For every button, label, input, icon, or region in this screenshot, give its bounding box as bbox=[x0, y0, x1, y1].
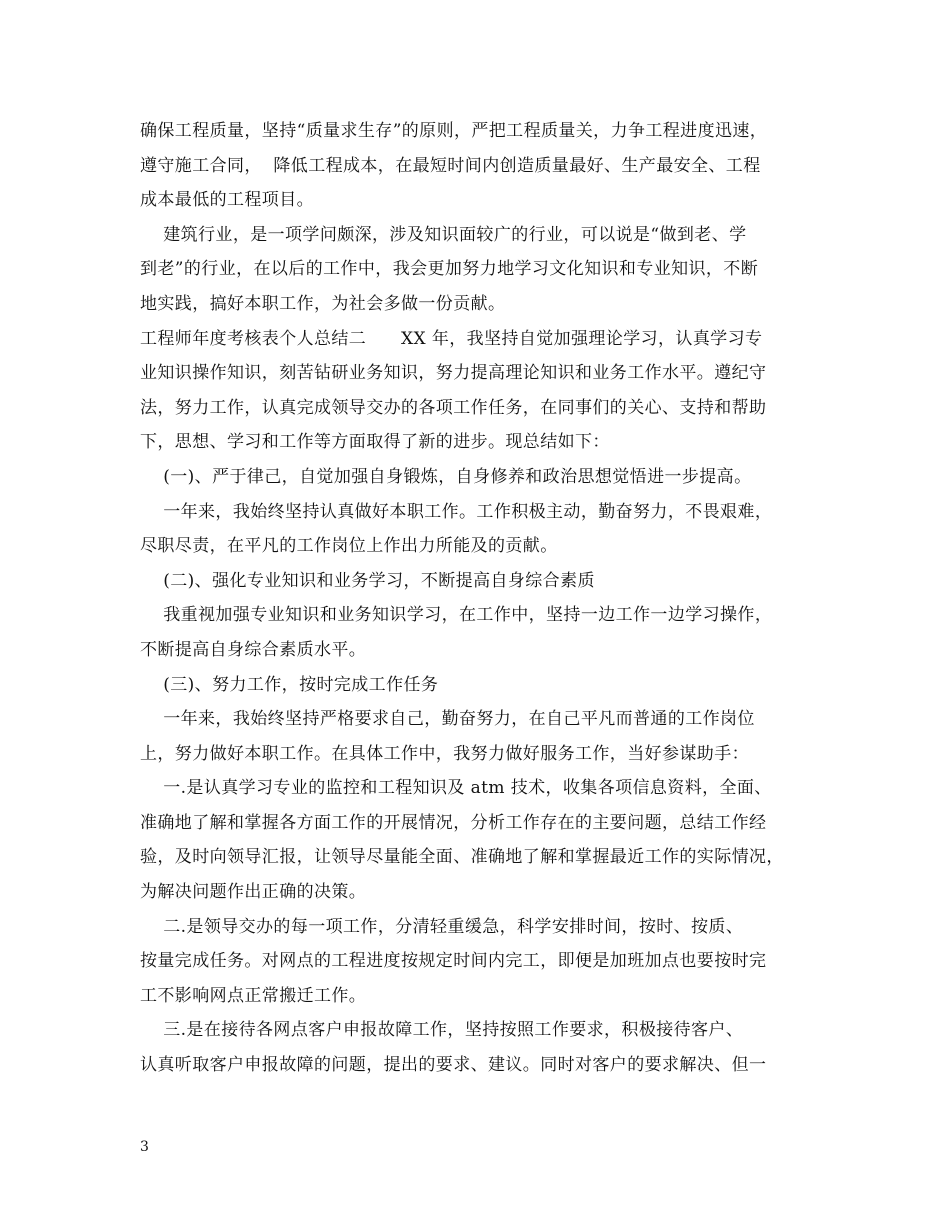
text-line: 确保工程质量，坚持“质量求生存”的原则，严把工程质量关，力争工程进度迅速， bbox=[140, 121, 768, 141]
section-heading-line: 工程师年度考核表个人总结二 XX 年，我坚持自觉加强理论学习，认真学习专 bbox=[140, 328, 763, 349]
text-line: 遵守施工合同， 降低工程成本，在最短时间内创造质量最好、生产最安全、工程 bbox=[140, 155, 761, 176]
text-line: 上，努力做好本职工作。在具体工作中，我努力做好服务工作，当好参谋助手： bbox=[140, 743, 749, 764]
text-line: 按量完成任务。对网点的工程进度按规定时间内完工，即便是加班加点也要按时完 bbox=[140, 951, 767, 972]
body-text bbox=[140, 114, 830, 1083]
text-line: 成本最低的工程项目。 bbox=[140, 190, 314, 211]
text-line: 一年来，我始终坚持认真做好本职工作。工作积极主动，勤奋努力，不畏艰难， bbox=[140, 501, 773, 522]
text-line: 尽职尽责，在平凡的工作岗位上作出力所能及的贡献。 bbox=[140, 536, 558, 557]
text-line: 法，努力工作，认真完成领导交办的各项工作任务，在同事们的关心、支持和帮助 bbox=[140, 397, 767, 418]
text-line: 准确地了解和掌握各方面工作的开展情况，分析工作存在的主要问题，总结工作经 bbox=[140, 812, 767, 833]
page-number: 3 bbox=[140, 1139, 149, 1155]
text-line: 业知识操作知识，刻苦钻研业务知识，努力提高理论知识和业务工作水平。遵纪守 bbox=[140, 363, 767, 384]
text-line: 我重视加强专业知识和业务知识学习，在工作中，坚持一边工作一边学习操作， bbox=[140, 605, 773, 626]
text-line: 建筑行业，是一项学问颇深，涉及知识面较广的行业，可以说是“做到老、学 bbox=[140, 224, 747, 245]
text-line: 为解决问题作出正确的决策。 bbox=[140, 882, 367, 903]
subheading-line: (三)、努力工作，按时完成工作任务 bbox=[140, 674, 439, 695]
text-line: 地实践，搞好本职工作，为社会多做一份贡献。 bbox=[140, 293, 506, 314]
text-line: 一年来，我始终坚持严格要求自己，勤奋努力，在自己平凡而普通的工作岗位 bbox=[140, 709, 755, 730]
text-line: 到老”的行业，在以后的工作中，我会更加努力地学习文化知识和专业知识，不断 bbox=[140, 259, 759, 280]
text-line: 工不影响网点正常搬迁工作。 bbox=[140, 985, 367, 1006]
text-line: 一.是认真学习专业的监控和工程知识及 atm 技术，收集各项信息资料，全面、 bbox=[140, 778, 772, 799]
text-line: 三.是在接待各网点客户申报故障工作，坚持按照工作要求，积极接待客户、 bbox=[140, 1020, 744, 1041]
subheading-line: (一)、严于律己，自觉加强自身锻炼，自身修养和政治思想觉悟进一步提高。 bbox=[140, 466, 752, 487]
text-line: 下，思想、学习和工作等方面取得了新的进步。现总结如下： bbox=[140, 432, 610, 453]
subheading-line: (二)、强化专业知识和业务学习，不断提高自身综合素质 bbox=[140, 570, 595, 591]
text-line: 不断提高自身综合素质水平。 bbox=[140, 639, 367, 660]
text-line: 二.是领导交办的每一项工作，分清轻重缓急，科学安排时间，按时、按质、 bbox=[140, 916, 744, 937]
text-line: 认真听取客户申报故障的问题，提出的要求、建议。同时对客户的要求解决、但一 bbox=[140, 1055, 767, 1076]
text-line: 验，及时向领导汇报，让领导尽量能全面、准确地了解和掌握最近工作的实际情况， bbox=[140, 847, 784, 868]
